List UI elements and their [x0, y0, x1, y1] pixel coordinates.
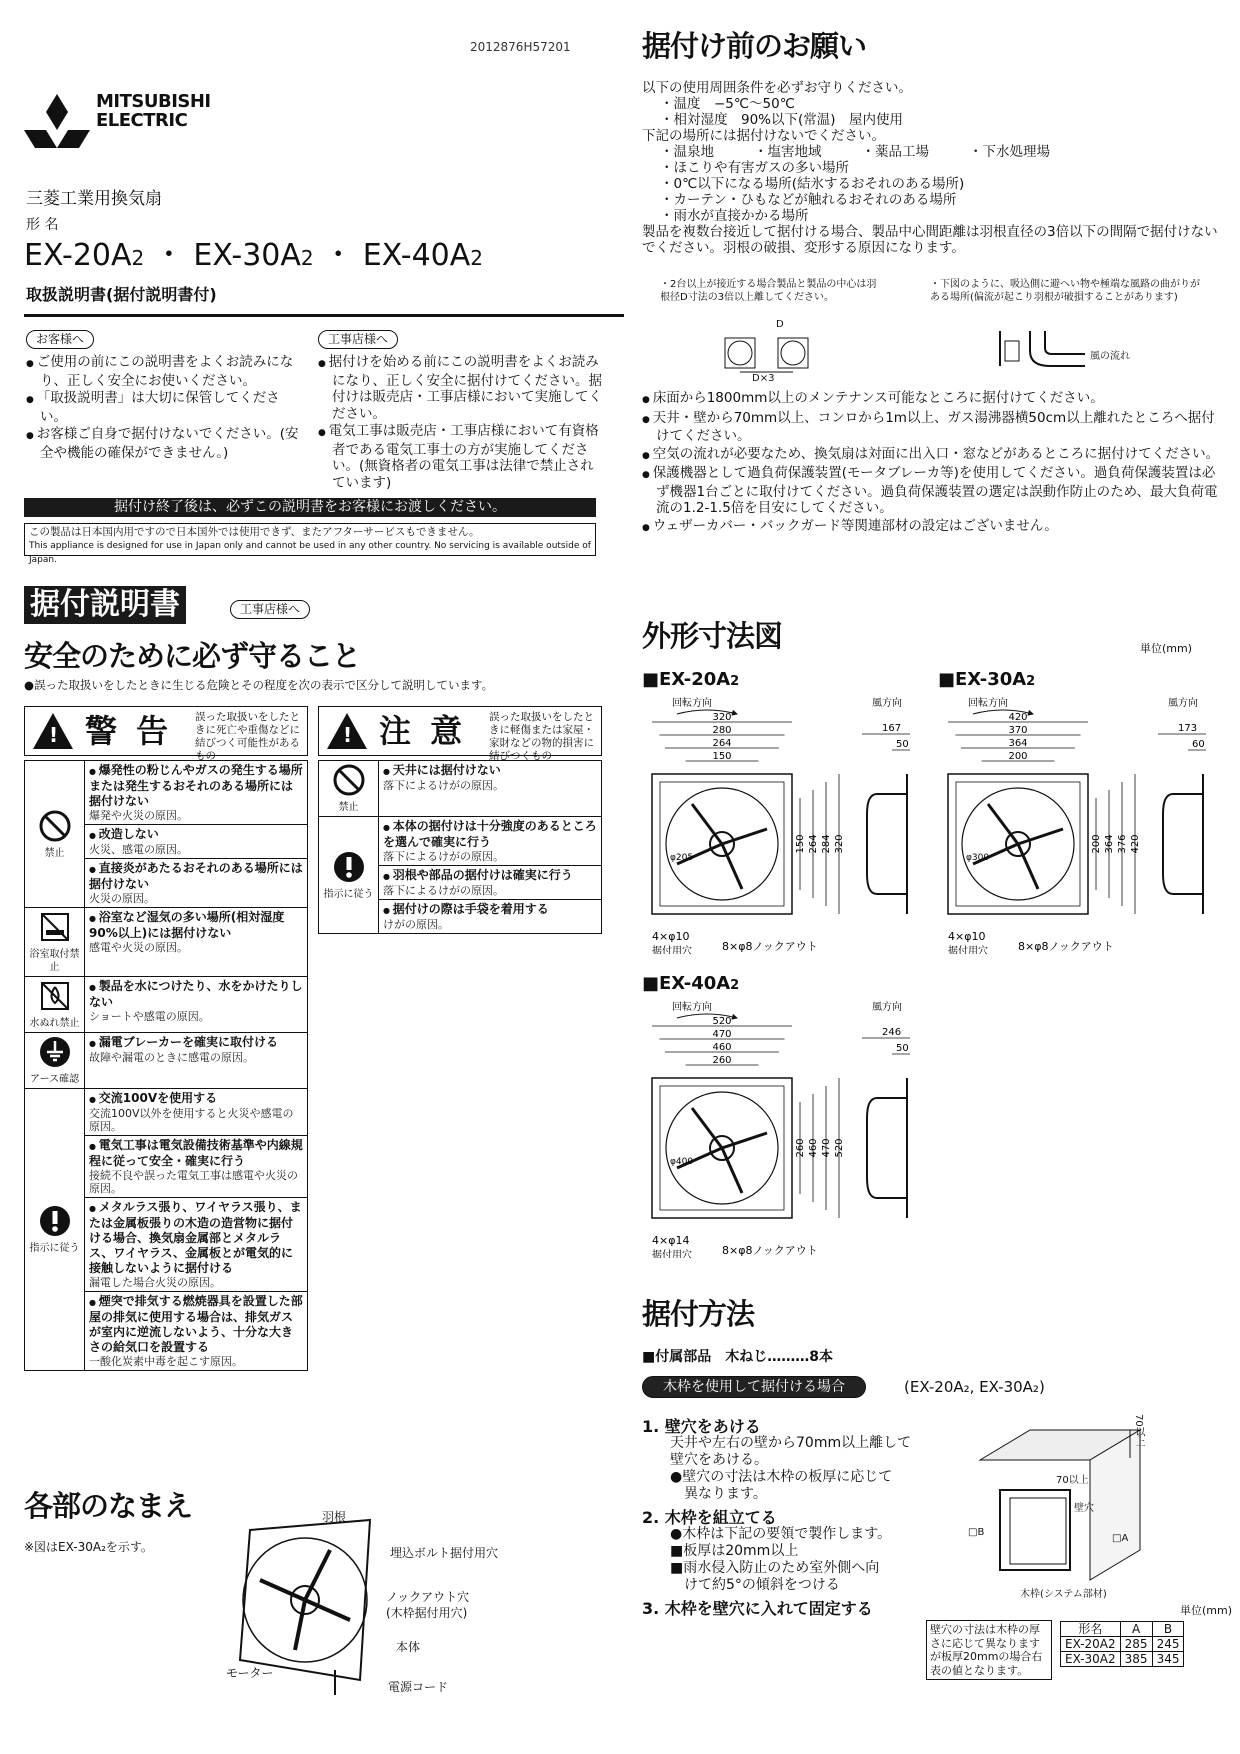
method-title: 据付方法	[642, 1297, 755, 1331]
pre-install-list: 以下の使用周囲条件を必ずお守りください。 ・温度 −5℃〜50℃ ・相対湿度 90%以下(常温) 屋内使用 下記の場所には据付けないでください。 ・温泉地 ・塩害地域 ・薬品工場 ・下水処理場 ・ほこりや有害ガスの多い場所 ・0℃以下になる場所(結氷するおそれのある場所) ・カーテン・ひもなどが触れるおそれのある場所 ・雨水が直接かかる場所 製品を複数台接近して据付ける場合、製品中心間距離は羽根直径の3倍以下の間隔で据付けないでください。羽根の破損、変形する原因になります。	[642, 80, 1218, 256]
model-label: 形 名	[26, 217, 59, 233]
height-dim-label: 260	[795, 1138, 806, 1158]
side-depth-label: 50	[896, 1043, 909, 1054]
model-names: EX-20A2 ・ EX-30A2 ・ EX-40A2	[24, 238, 484, 273]
icon-caption: 禁止	[44, 847, 65, 859]
width-dim-label: 460	[712, 1042, 732, 1053]
safety-item-title: ● 改造しない	[89, 827, 303, 843]
prohibited-icon	[319, 761, 379, 817]
manual-title: 取扱説明書(据付説明書付)	[26, 285, 217, 304]
safety-item	[379, 761, 602, 817]
pre-install-list-2: ● 床面から1800mm以上のメンテナンス可能なところに据付けてください。 ● 天井・壁から70mm以上、コンロから1m以上、ガス湯沸器横50cm以上離れたところへ据付けてください。 ● 空気の流れが必要なため、換気扇は対面に出入口・窓などがあるところに据付けてください。 ● 保護機器として過負荷保護装置(モータブレーカ等)を使用してください。過負荷保護装置は必ず機器1台ごとに取付けてください。過負荷保護装置の選定は誤動作防止のため、最大負荷電流の1.2-1.5倍を目安にしてください。 ● ウェザーカバー・バックガード等関連部材の設定はございません。	[642, 390, 1224, 537]
height-dim-label: 460	[808, 1138, 819, 1158]
height-dim-label: 320	[834, 834, 845, 854]
safety-row	[25, 1089, 308, 1136]
height-dim-label: 420	[1130, 834, 1141, 854]
accessory-line: ■付属部品 木ねじ………8本	[642, 1349, 833, 1365]
airflow-diagram	[990, 326, 1090, 376]
install-manual-title: 据付説明書	[24, 586, 186, 624]
safety-item-reason: 故障や漏電のときに感電の原因。	[89, 1051, 254, 1064]
side-profile	[1163, 774, 1203, 914]
safety-item	[85, 761, 308, 825]
ex20-drawing	[642, 694, 922, 954]
safety-item-title: ● メタルラス張り、ワイヤラス張り、または金属板張りの木造の造営物に据付ける場合、換気扇金属部とメタルラス、ワイヤラス、金属板とが電気的に接触しないように据付ける	[89, 1200, 303, 1276]
water-icon	[25, 977, 85, 1033]
rotation-label: 回転方向	[672, 1002, 712, 1013]
doc-number: 2012876H57201	[470, 40, 571, 54]
safety-item-reason: 交流100V以外を使用すると火災や感電の原因。	[89, 1107, 294, 1133]
diameter-label: φ205	[670, 853, 694, 863]
safety-item	[85, 977, 308, 1033]
width-dim-label: 150	[712, 751, 732, 762]
steps: 1. 壁穴をあける 天井や左右の壁から70mm以上離して 壁穴をあける。 ●壁穴の寸法は木枠の板厚に応じて 異なります。 2. 木枠を組立てる ●木枠は下記の要領で製作します。 ■板厚は20mm以上 ■雨水侵入防止のため室外側へ向 けて約5°の傾斜をつける 3. 木枠を壁穴に入れて固定する	[642, 1417, 912, 1618]
parts-title: 各部のなまえ	[24, 1489, 193, 1523]
caution-triangle-icon	[327, 713, 367, 749]
case-label: 木枠を使用して据付ける場合	[642, 1376, 866, 1398]
safety-item	[85, 1033, 308, 1089]
safety-item-reason: 落下によるけがの原因。	[383, 850, 504, 863]
brand-name: MITSUBISHI ELECTRIC	[96, 91, 211, 131]
install-manual-tag: 工事店様へ	[230, 600, 310, 619]
safety-item-reason: 感電や火災の原因。	[89, 941, 188, 954]
prohibited-icon	[25, 761, 85, 908]
safety-item-reason: けがの原因。	[383, 918, 449, 931]
side-profile	[867, 1078, 907, 1218]
safety-item-reason: 火災、感電の原因。	[89, 843, 188, 856]
safety-row	[319, 817, 602, 866]
safety-title: 安全のために必ず守ること	[24, 639, 361, 673]
handover-banner: 据付け終了後は、必ずこの説明書をお客様にお渡しください。	[24, 498, 596, 517]
icon-caption: 指示に従う	[323, 888, 374, 900]
dim-d3: D×3	[752, 373, 775, 384]
icon-caption: 指示に従う	[29, 1243, 80, 1254]
customer-list: ● ご使用の前にこの説明書をよくお読みになり、正しく安全にお使いください。 ● 「取扱説明書」は大切に保管してください。 ● お客様ご自身で据付けないでください。(安全や機能の確保ができません。)	[26, 354, 300, 462]
hole-use-label: 据付用穴	[948, 946, 988, 954]
fig-b: □B	[968, 1527, 985, 1538]
diameter-label: φ300	[966, 853, 990, 863]
safety-item-title: ● 羽根や部品の据付けは確実に行う	[383, 868, 597, 884]
wind-flow-label: 風の流れ	[1090, 351, 1130, 362]
case-models: (EX-20A₂, EX-30A₂)	[904, 1378, 1045, 1396]
safety-item	[85, 1292, 308, 1371]
hole-label: 4×φ14	[652, 1234, 690, 1247]
earth-icon	[25, 1033, 85, 1089]
width-dim-label: 280	[712, 725, 732, 736]
width-dim-label: 470	[712, 1029, 732, 1040]
width-dim-label: 264	[712, 738, 732, 749]
safety-item-reason: 火災の原因。	[89, 892, 155, 905]
parts-note: ※図はEX-30A₂を示す。	[24, 1540, 153, 1554]
dim-d: D	[776, 319, 784, 330]
safety-item	[85, 825, 308, 859]
safety-row	[25, 977, 308, 1033]
customer-label: お客様へ	[26, 330, 94, 349]
fig-wall-hole: 壁穴	[1074, 1503, 1094, 1514]
knockout-label: 8×φ8ノックアウト	[722, 940, 818, 953]
side-depth-label: 173	[1178, 723, 1198, 734]
safety-row	[25, 1033, 308, 1089]
safety-row	[319, 761, 602, 817]
safety-item-title: ● 電気工事は電気設備技術基準や内線規程に従って安全・確実に行う	[89, 1138, 303, 1169]
safety-item-title: ● 交流100Vを使用する	[89, 1091, 303, 1107]
product-category: 三菱工業用換気扇	[26, 189, 162, 209]
safety-row	[25, 761, 308, 825]
safety-item	[379, 900, 602, 934]
ex40-drawing	[642, 998, 962, 1258]
safety-item-reason: ショートや感電の原因。	[89, 1010, 210, 1023]
header-rule	[24, 314, 624, 317]
ex20-title: ■EX-20A2	[642, 669, 740, 690]
side-depth-label: 50	[896, 739, 909, 750]
safety-desc: ●誤った取扱いをしたときに生じる危険とその程度を次の表示で区分して説明しています。	[24, 678, 494, 692]
method-note: 壁穴の寸法は木枠の厚さに応じて異なりますが板厚20mmの場合右表の値となります。	[926, 1620, 1052, 1680]
hole-use-label: 据付用穴	[652, 946, 692, 954]
mitsubishi-logo-icon	[24, 92, 90, 150]
height-dim-label: 376	[1117, 834, 1128, 854]
fig-frame: 木枠(システム部材)	[1020, 1589, 1107, 1600]
fig-70-up: 70以上	[1133, 1414, 1144, 1447]
safety-item	[379, 866, 602, 900]
wind-label: 風方向	[872, 698, 902, 709]
wind-label: 風方向	[1168, 698, 1198, 709]
side-profile	[867, 774, 907, 914]
ex40-title: ■EX-40A2	[642, 973, 740, 994]
side-depth-label: 60	[1192, 739, 1205, 750]
safety-item-title: ● 据付けの際は手袋を着用する	[383, 902, 597, 918]
safety-item	[85, 1198, 308, 1292]
height-dim-label: 200	[1091, 834, 1102, 854]
table-unit: 単位(mm)	[1180, 1604, 1233, 1617]
width-dim-label: 370	[1008, 725, 1028, 736]
warning-header: ! 警 告 誤った取扱いをしたときに死亡や重傷などに結びつく可能性があるもの	[24, 706, 308, 756]
label-bolt-hole: 埋込ボルト据付用穴	[390, 1546, 499, 1560]
knockout-label: 8×φ8ノックアウト	[722, 1244, 818, 1257]
icon-caption: 禁止	[338, 802, 359, 813]
icon-caption: 浴室取付禁止	[29, 949, 80, 973]
rotation-label: 回転方向	[672, 698, 712, 709]
dimension-svg	[642, 694, 922, 954]
contractor-list: ● 据付けを始める前にこの説明書をよくお読みになり、正しく安全に据付けてください。据付けは販売店・工事店様において実施してください。 ● 電気工事は販売店・工事店様において有資格者である電気工事士の方が実施してください。(無資格者の電気工事は法律で禁止されています)	[318, 354, 604, 492]
obstruction-note: ・下図のように、吸込側に避へい物や極端な風路の曲がりがある場所(偏流が起こり羽根が破損することがあります)	[930, 279, 1200, 303]
safety-item-reason: 落下によるけがの原因。	[383, 884, 504, 897]
safety-item-reason: 爆発や火災の原因。	[89, 809, 188, 822]
warning-triangle-icon	[33, 713, 73, 749]
contractor-label: 工事店様へ	[318, 330, 398, 349]
hole-use-label: 据付用穴	[652, 1250, 692, 1258]
height-dim-label: 520	[834, 1138, 845, 1158]
safety-item	[85, 1136, 308, 1198]
safety-item	[379, 817, 602, 866]
bath-icon	[25, 908, 85, 977]
japan-only-notice: この製品は日本国内用ですので日本国外では使用できず、またアフターサービスもできません。 This appliance is designed for use in Japan only and cannot be used in any other country. No servicing is available outside of Japan.	[24, 523, 596, 556]
safety-item-reason: 一酸化炭素中毒を起こす原因。	[89, 1355, 243, 1368]
rotation-label: 回転方向	[968, 698, 1008, 709]
hole-label: 4×φ10	[948, 930, 986, 943]
label-body: 本体	[396, 1640, 421, 1654]
dimension-svg	[642, 998, 962, 1258]
instruction-icon	[319, 817, 379, 934]
width-dim-label: 320	[712, 712, 732, 723]
width-dim-label: 260	[712, 1055, 732, 1066]
dims-title: 外形寸法図	[642, 619, 783, 653]
safety-item-title: ● 煙突で排気する燃焼器具を設置した部屋の排気に使用する場合は、排気ガスが室内に逆流しないよう、十分な大きさの給気口を設置する	[89, 1294, 303, 1355]
width-dim-label: 520	[712, 1016, 732, 1027]
wall-hole-diagram	[960, 1420, 1150, 1610]
safety-item-title: ● 漏電ブレーカーを確実に取付ける	[89, 1035, 303, 1051]
fig-70-side: 70以上	[1056, 1475, 1089, 1486]
safety-item-title: ● 直接炎があたるおそれのある場所には据付けない	[89, 861, 303, 892]
safety-row	[25, 908, 308, 977]
knockout-label: 8×φ8ノックアウト	[1018, 940, 1114, 953]
spacing-note: ・2台以上が接近する場合製品と製品の中心は羽根径D寸法の3倍以上離してください。	[660, 279, 877, 303]
width-dim-label: 364	[1008, 738, 1028, 749]
height-dim-label: 264	[808, 834, 819, 854]
ex30-title: ■EX-30A2	[938, 669, 1036, 690]
spacing-diagram	[720, 326, 820, 376]
wind-label: 風方向	[872, 1002, 902, 1013]
safety-item-reason: 落下によるけがの原因。	[383, 779, 504, 792]
side-depth-label: 167	[882, 723, 902, 734]
label-knockout: ノックアウト穴 (木枠据付用穴)	[386, 1590, 470, 1620]
height-dim-label: 470	[821, 1138, 832, 1158]
safety-item	[85, 908, 308, 977]
width-dim-label: 200	[1008, 751, 1028, 762]
side-depth-label: 246	[882, 1027, 902, 1038]
diameter-label: φ400	[670, 1157, 694, 1167]
instruction-icon	[25, 1089, 85, 1371]
safety-item-title: ● 製品を水につけたり、水をかけたりしない	[89, 979, 303, 1010]
dims-unit: 単位(mm)	[1140, 642, 1193, 655]
label-motor: モーター	[226, 1666, 274, 1680]
hole-label: 4×φ10	[652, 930, 690, 943]
safety-item-title: ● 浴室など湿気の多い場所(相対湿度90%以上)には据付けない	[89, 910, 303, 941]
safety-item	[85, 859, 308, 908]
label-blade: 羽根	[322, 1510, 347, 1524]
ex30-drawing	[938, 694, 1228, 954]
width-dim-label: 420	[1008, 712, 1028, 723]
pre-install-title: 据付け前のお願い	[642, 29, 867, 63]
safety-item-title: ● 天井には据付けない	[383, 763, 597, 779]
safety-item-title: ● 爆発性の粉じんやガスの発生する場所または発生するおそれのある場所には据付けない	[89, 763, 303, 809]
warning-table	[24, 760, 308, 1371]
safety-item-title: ● 本体の据付けは十分強度のあるところを選んで確実に行う	[383, 819, 597, 850]
dimension-table: 形名 A B EX-20A2 285 245 EX-30A2 385 345	[1060, 1621, 1184, 1667]
icon-caption: 水ぬれ禁止	[29, 1018, 80, 1029]
icon-caption: アース確認	[29, 1074, 80, 1085]
safety-item-reason: 漏電した場合火災の原因。	[89, 1276, 221, 1289]
safety-item	[85, 1089, 308, 1136]
dimension-svg	[938, 694, 1228, 954]
caution-table	[318, 760, 602, 934]
height-dim-label: 150	[795, 834, 806, 854]
height-dim-label: 284	[821, 834, 832, 854]
safety-item-reason: 接続不良や誤った電気工事は感電や火災の原因。	[89, 1169, 298, 1195]
height-dim-label: 364	[1104, 834, 1115, 854]
caution-header: ! 注 意 誤った取扱いをしたときに軽傷または家屋・家財などの物的損害に結びつくもの	[318, 706, 602, 756]
fig-a: □A	[1112, 1533, 1129, 1544]
label-cord: 電源コード	[388, 1680, 449, 1694]
